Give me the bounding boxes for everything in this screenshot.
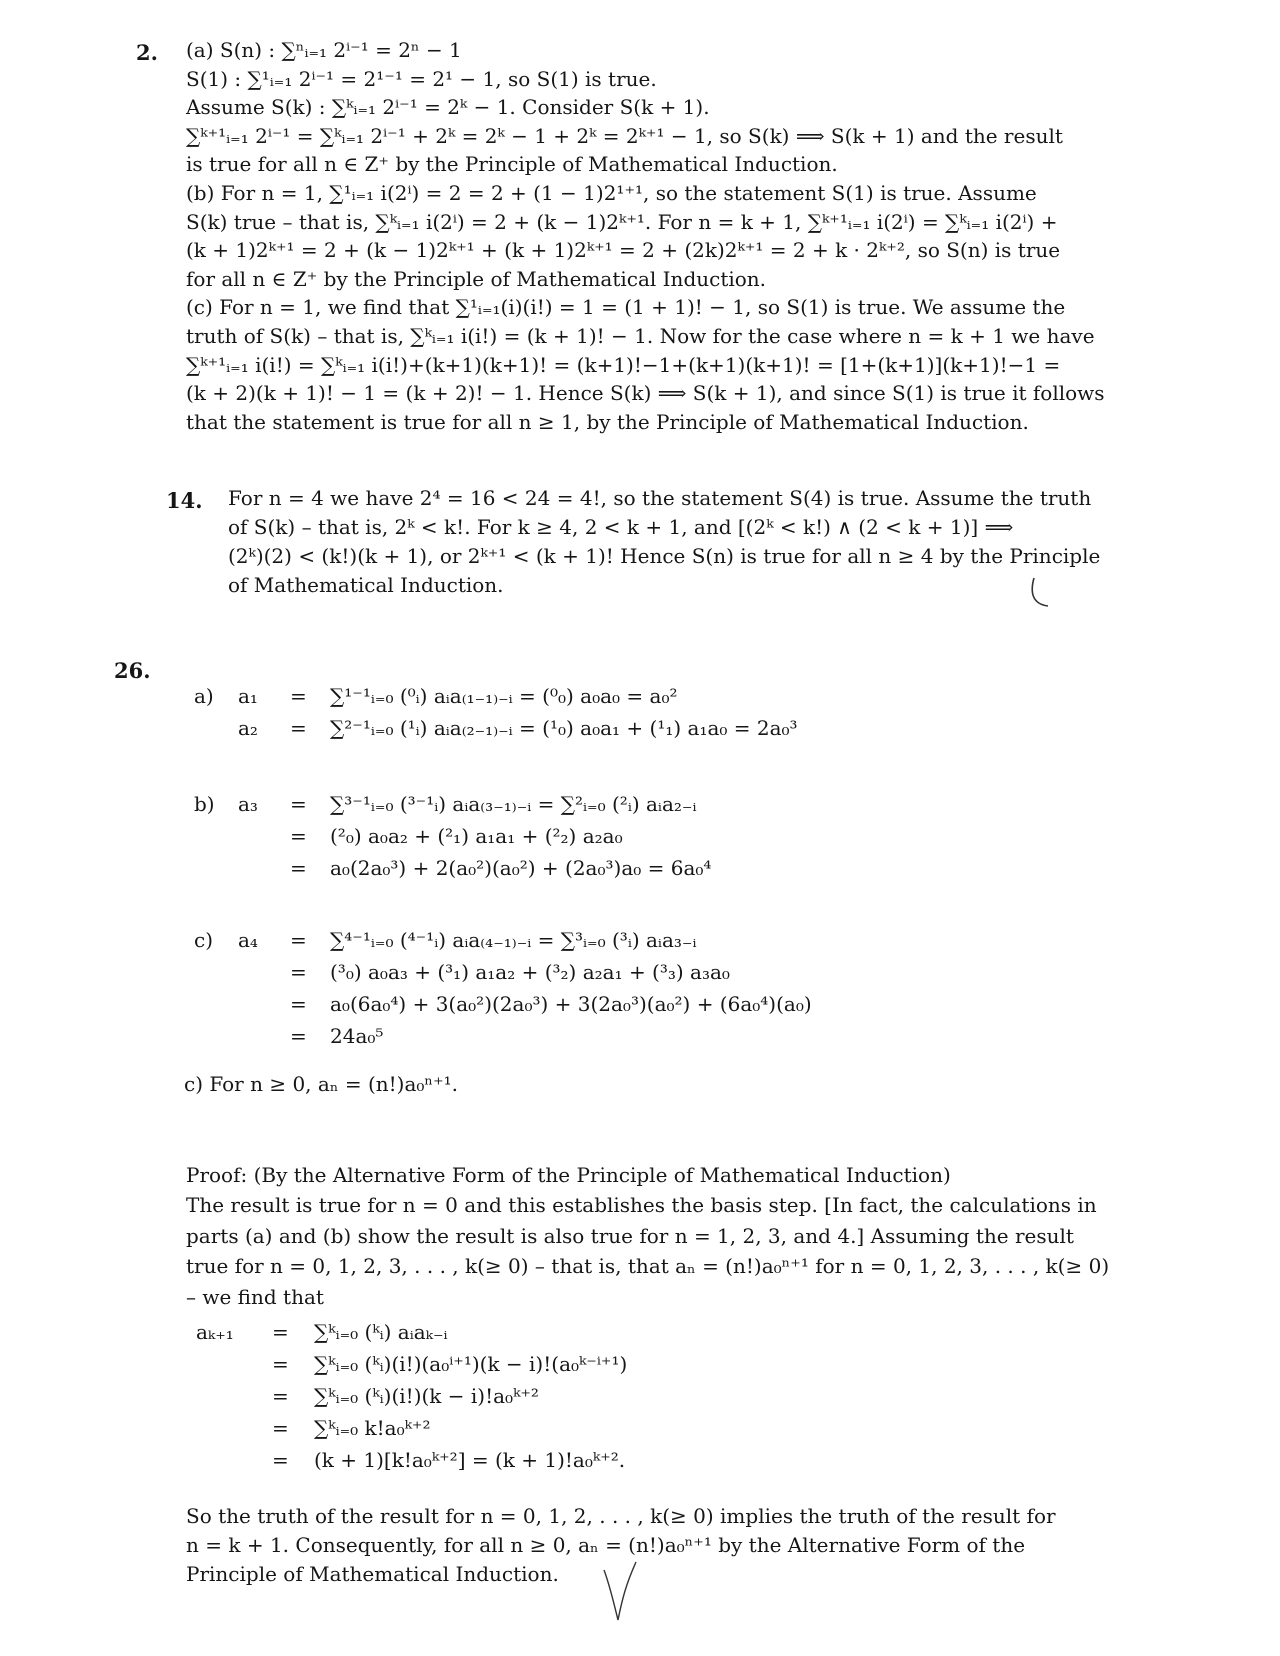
equation-rhs: ∑³⁻¹ᵢ₌₀ (³⁻¹ᵢ) aᵢa₍₃₋₁₎₋ᵢ = ∑²ᵢ₌₀ (²ᵢ) aᵢa₂₋ᵢ xyxy=(330,792,697,816)
equation-relation: = xyxy=(272,1416,289,1440)
text-line: that the statement is true for all n ≥ 1, by the Principle of Mathematical Induction. xyxy=(186,409,1029,434)
equation-lhs: a₃ xyxy=(238,792,258,816)
equation-relation: = xyxy=(272,1352,289,1376)
text-line: ∑ᵏ⁺¹ᵢ₌₁ 2ⁱ⁻¹ = ∑ᵏᵢ₌₁ 2ⁱ⁻¹ + 2ᵏ = 2ᵏ − 1 + 2ᵏ = 2ᵏ⁺¹ − 1, so S(k) ⟹ S(k + 1) and the result xyxy=(186,123,1063,148)
handwritten-check-mark xyxy=(600,1560,640,1624)
text-line: parts (a) and (b) show the result is also true for n = 1, 2, 3, and 4.] Assuming the result xyxy=(186,1223,1074,1248)
equation-rhs: (³₀) a₀a₃ + (³₁) a₁a₂ + (³₂) a₂a₁ + (³₃) a₃a₀ xyxy=(330,960,730,984)
problem-26-proof xyxy=(186,1160,1186,1312)
equation-relation: = xyxy=(272,1384,289,1408)
problem-26-part-a xyxy=(194,682,954,746)
problem-14-body xyxy=(228,484,1208,600)
text-line: (2ᵏ)(2) < (k!)(k + 1), or 2ᵏ⁺¹ < (k + 1)! Hence S(n) is true for all n ≥ 4 by the Principle xyxy=(228,544,1101,568)
text-line: S(k) true – that is, ∑ᵏᵢ₌₁ i(2ⁱ) = 2 + (k − 1)2ᵏ⁺¹. For n = k + 1, ∑ᵏ⁺¹ᵢ₌₁ i(2ⁱ) = ∑ᵏᵢ₌₁ i(2ⁱ) + xyxy=(186,209,1058,234)
text-line: – we find that xyxy=(186,1284,324,1309)
equation-part-label: b) xyxy=(194,792,215,816)
equation-lhs: a₂ xyxy=(238,716,258,740)
text-line: true for n = 0, 1, 2, 3, . . . , k(≥ 0) – that is, that aₙ = (n!)a₀ⁿ⁺¹ for n = 0, 1, 2, 3, . . . , k(≥ 0) xyxy=(186,1254,1110,1279)
equation-relation: = xyxy=(272,1320,289,1344)
equation-relation: = xyxy=(290,928,307,952)
equation-rhs: ∑ᵏᵢ₌₀ k!a₀ᵏ⁺² xyxy=(314,1416,431,1440)
equation-rhs: ∑⁴⁻¹ᵢ₌₀ (⁴⁻¹ᵢ) aᵢa₍₄₋₁₎₋ᵢ = ∑³ᵢ₌₀ (³ᵢ) aᵢa₃₋ᵢ xyxy=(330,928,697,952)
text-line: Assume S(k) : ∑ᵏᵢ₌₁ 2ⁱ⁻¹ = 2ᵏ − 1. Consider S(k + 1). xyxy=(186,95,710,120)
text-line: n = k + 1. Consequently, for all n ≥ 0, aₙ = (n!)a₀ⁿ⁺¹ by the Alternative Form of the xyxy=(186,1533,1026,1557)
text-line: for all n ∈ Z⁺ by the Principle of Mathematical Induction. xyxy=(186,266,767,291)
equation-rhs: 24a₀⁵ xyxy=(330,1024,384,1048)
equation-rhs: a₀(2a₀³) + 2(a₀²)(a₀²) + (2a₀³)a₀ = 6a₀⁴ xyxy=(330,856,712,880)
equation-relation: = xyxy=(290,856,307,880)
equation-relation: = xyxy=(290,792,307,816)
text-line: So the truth of the result for n = 0, 1, 2, . . . , k(≥ 0) implies the truth of the result for xyxy=(186,1504,1056,1528)
equation-rhs: ∑ᵏᵢ₌₀ (ᵏᵢ) aᵢaₖ₋ᵢ xyxy=(314,1320,448,1344)
equation-relation: = xyxy=(290,824,307,848)
text-line: truth of S(k) – that is, ∑ᵏᵢ₌₁ i(i!) = (k + 1)! − 1. Now for the case where n = k + 1 we have xyxy=(186,323,1095,348)
problem-26-part-b xyxy=(194,790,954,886)
text-line: (k + 2)(k + 1)! − 1 = (k + 2)! − 1. Hence S(k) ⟹ S(k + 1), and since S(1) is true it follows xyxy=(186,381,1105,406)
equation-relation: = xyxy=(290,992,307,1016)
problem-26-conjecture: c) For n ≥ 0, aₙ = (n!)a₀ⁿ⁺¹. xyxy=(184,1072,458,1096)
equation-lhs: a₄ xyxy=(238,928,258,952)
text-line: (a) S(n) : ∑ⁿᵢ₌₁ 2ⁱ⁻¹ = 2ⁿ − 1 xyxy=(186,38,462,62)
text-line: Principle of Mathematical Induction. xyxy=(186,1562,559,1586)
problem-26-number: 26. xyxy=(114,658,151,683)
text-line: S(1) : ∑¹ᵢ₌₁ 2ⁱ⁻¹ = 2¹⁻¹ = 2¹ − 1, so S(1) is true. xyxy=(186,66,657,91)
equation-relation: = xyxy=(290,716,307,740)
equation-relation: = xyxy=(272,1448,289,1472)
equation-lhs: a₁ xyxy=(238,684,258,708)
text-line: is true for all n ∈ Z⁺ by the Principle of Mathematical Induction. xyxy=(186,152,838,177)
equation-rhs: a₀(6a₀⁴) + 3(a₀²)(2a₀³) + 3(2a₀³)(a₀²) + (6a₀⁴)(a₀) xyxy=(330,992,812,1016)
text-line: The result is true for n = 0 and this establishes the basis step. [In fact, the calculations in xyxy=(186,1193,1097,1218)
equation-relation: = xyxy=(290,960,307,984)
problem-14-number: 14. xyxy=(166,488,203,513)
text-line: ∑ᵏ⁺¹ᵢ₌₁ i(i!) = ∑ᵏᵢ₌₁ i(i!)+(k+1)(k+1)! = (k+1)!−1+(k+1)(k+1)! = [1+(k+1)](k+1)!−1 = xyxy=(186,352,1061,377)
problem-26-part-c xyxy=(194,926,954,1054)
handwritten-check-mark xyxy=(1018,574,1058,614)
equation-part-label: c) xyxy=(194,928,214,952)
equation-rhs: ∑¹⁻¹ᵢ₌₀ (⁰ᵢ) aᵢa₍₁₋₁₎₋ᵢ = (⁰₀) a₀a₀ = a₀² xyxy=(330,684,678,708)
equation-part-label: a) xyxy=(194,684,214,708)
equation-lhs: aₖ₊₁ xyxy=(196,1320,234,1344)
equation-relation: = xyxy=(290,1024,307,1048)
problem-2-number: 2. xyxy=(136,40,158,65)
equation-rhs: ∑²⁻¹ᵢ₌₀ (¹ᵢ) aᵢa₍₂₋₁₎₋ᵢ = (¹₀) a₀a₁ + (¹₁) a₁a₀ = 2a₀³ xyxy=(330,716,798,740)
problem-26-induction-step xyxy=(196,1318,956,1478)
text-line: Proof: (By the Alternative Form of the Principle of Mathematical Induction) xyxy=(186,1163,951,1187)
equation-rhs: (²₀) a₀a₂ + (²₁) a₁a₁ + (²₂) a₂a₀ xyxy=(330,824,623,848)
text-line: For n = 4 we have 2⁴ = 16 < 24 = 4!, so the statement S(4) is true. Assume the truth xyxy=(228,486,1092,510)
equation-rhs: (k + 1)[k!a₀ᵏ⁺²] = (k + 1)!a₀ᵏ⁺². xyxy=(314,1448,626,1472)
text-line: (c) For n = 1, we find that ∑¹ᵢ₌₁(i)(i!) = 1 = (1 + 1)! − 1, so S(1) is true. We assume the xyxy=(186,295,1066,320)
text-line: of Mathematical Induction. xyxy=(228,573,504,597)
text-line: (b) For n = 1, ∑¹ᵢ₌₁ i(2ⁱ) = 2 = 2 + (1 − 1)2¹⁺¹, so the statement S(1) is true. Assume xyxy=(186,180,1037,205)
text-line: (k + 1)2ᵏ⁺¹ = 2 + (k − 1)2ᵏ⁺¹ + (k + 1)2ᵏ⁺¹ = 2 + (2k)2ᵏ⁺¹ = 2 + k · 2ᵏ⁺², so S(n) is true xyxy=(186,238,1061,263)
equation-rhs: ∑ᵏᵢ₌₀ (ᵏᵢ)(i!)(a₀ⁱ⁺¹)(k − i)!(a₀ᵏ⁻ⁱ⁺¹) xyxy=(314,1352,628,1376)
problem-26-conclusion xyxy=(186,1502,1186,1589)
equation-relation: = xyxy=(290,684,307,708)
equation-rhs: ∑ᵏᵢ₌₀ (ᵏᵢ)(i!)(k − i)!a₀ᵏ⁺² xyxy=(314,1384,539,1408)
text-line: of S(k) – that is, 2ᵏ < k!. For k ≥ 4, 2 < k + 1, and [(2ᵏ < k!) ∧ (2 < k + 1)] ⟹ xyxy=(228,515,1014,539)
problem-2-body xyxy=(186,36,1186,436)
